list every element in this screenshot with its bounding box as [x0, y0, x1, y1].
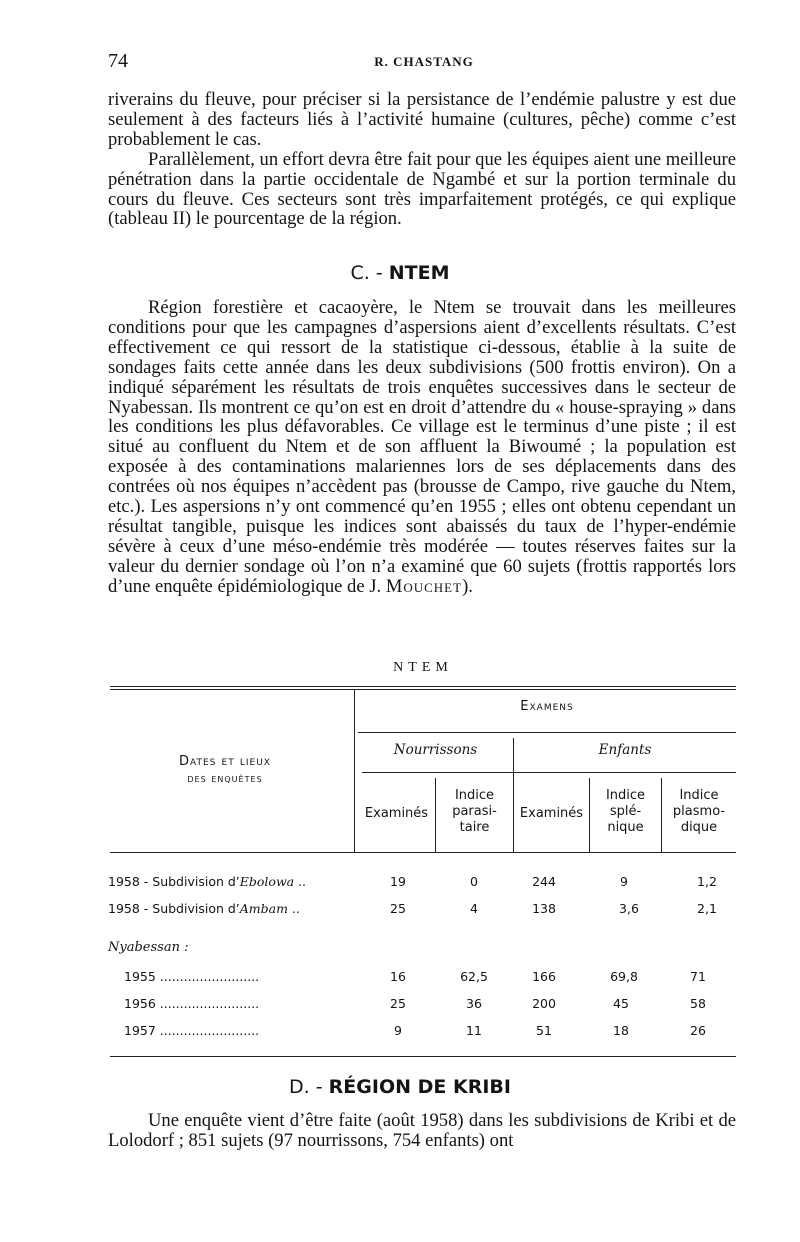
row-label-dots: .. [294, 874, 307, 889]
table-top-rule [110, 686, 736, 687]
table-cell: 1,2 [697, 874, 717, 889]
col-header-line: splé- [609, 804, 642, 819]
header-dates [110, 754, 340, 787]
col-header-line: parasi- [452, 804, 497, 819]
table-cell: 45 [613, 996, 629, 1011]
table-cell: 200 [532, 996, 556, 1011]
table-row-label [124, 969, 259, 984]
header-enfants: Enfants [598, 742, 652, 758]
table-row-label [124, 996, 259, 1011]
table-bottom-rule [110, 1056, 736, 1057]
table-cell: 16 [390, 969, 406, 984]
running-head: R. CHASTANG [374, 54, 474, 69]
page-number: 74 [108, 50, 128, 72]
table-cell: 18 [613, 1023, 629, 1038]
table-cell: 62,5 [460, 969, 488, 984]
table-divider [362, 772, 736, 773]
header-examens [358, 699, 736, 715]
table-cell: 0 [470, 874, 478, 889]
paragraph [108, 298, 736, 597]
table-top-rule [110, 689, 736, 690]
table-cell: 26 [690, 1023, 706, 1038]
col-header-line: nique [607, 820, 644, 835]
col-header-examines-e: Examinés [519, 806, 584, 821]
header-nourrissons: Nourrissons [393, 742, 478, 758]
paragraph-tail: ). [462, 575, 473, 597]
table-cell: 25 [390, 901, 406, 916]
page-header [108, 50, 740, 74]
row-label-dots: ......................... [155, 996, 260, 1011]
header-examens-label: Examens [520, 699, 574, 714]
section-prefix: D. - [289, 1076, 323, 1098]
row-year: 1957 [124, 1023, 156, 1038]
table-cell: 244 [532, 874, 556, 889]
row-label-prefix: 1958 - Subdivision d’ [108, 901, 240, 916]
col-header-line: Indice [605, 788, 646, 803]
table-cell: 36 [466, 996, 482, 1011]
table-divider [354, 690, 355, 852]
col-header-line: plasmo- [672, 804, 726, 819]
author-name: Mouchet [385, 575, 463, 597]
header-dates-line: Dates et lieux [179, 754, 271, 769]
section-heading-d [0, 1076, 800, 1098]
table-row-label [124, 1023, 259, 1038]
row-year: 1955 [124, 969, 156, 984]
row-label-prefix: 1958 - Subdivision d’ [108, 874, 240, 889]
table-caption: NTEM [393, 660, 453, 675]
table-cell: 138 [532, 901, 556, 916]
table-cell: 25 [390, 996, 406, 1011]
paragraph: Parallèlement, un effort devra être fait pour que les équipes aient une meilleure pénétration dans la partie occidentale de Ngambé et sur la portion terminale du cours du fleuve. Ces secteurs sont très imparfaitement protégés, ce qui explique (tableau II) le pourcentage de la région. [108, 148, 736, 230]
table-header-rule [110, 852, 736, 853]
col-header-indice-splenique [590, 788, 661, 836]
col-header-examines-n: Examinés [364, 806, 429, 821]
paragraph: riverains du fleuve, pour préciser si la persistance de l’endémie palustre y est due seulement à des facteurs liés à l’activité humaine (cultures, pêche) comme c’est probablement le cas. [108, 89, 736, 150]
table-cell: 51 [536, 1023, 552, 1038]
paragraph-main: Région forestière et cacaoyère, le Ntem se trouvait dans les meilleures conditions pour que les campagnes d’aspersions aient d’excellents résultats. C’est effectivement ce qui ressort de la statistique ci-dessous, établie à la suite de sondages faits cette année dans les deux subdivisions (500 frottis environ). On a indiqué séparément les résultats de trois enquêtes successives dans le secteur de Nyabessan. Ils montrent ce qu’on est en droit d’attendre du « house-spraying » dans les conditions les plus défavorables. Ce village est le terminus d’une piste ; il est situé au confluent du Ntem et de son affluent la Biwoumé ; la population est exposée à des contaminations malariennes lors de ses déplacements dans des contrées où nos équipes n’accèdent pas (brousse de Campo, rive gauche du Ntem, etc.). Les aspersions n’y ont commencé qu’en 1955 ; elles ont obtenu cependant un résultat tangible, puisque les indices sont abaissés du taux de l’hyper-endémie sévère à ceux d’une méso-endémie très modérée — toutes réserves faites sur la valeur du dernier sondage où l’on n’a examiné que 60 sujets (frottis rapportés lors d’une enquête épidémiologique de J. [108, 297, 736, 597]
table-divider [358, 732, 736, 733]
body-text-ntem [108, 298, 736, 597]
table-row-label [108, 901, 300, 916]
table-subgroup-label: Nyabessan : [108, 940, 189, 955]
col-header-line: Indice [454, 788, 495, 803]
table-cell: 9 [620, 874, 628, 889]
col-header-line: taire [459, 820, 490, 835]
table-cell: 4 [470, 901, 478, 916]
table-cell: 9 [394, 1023, 402, 1038]
table-cell: 2,1 [697, 901, 717, 916]
table-cell: 19 [390, 874, 406, 889]
row-label-place: Ebolowa [239, 874, 295, 889]
col-header-line: dique [680, 820, 718, 835]
paragraph: Une enquête vient d’être faite (août 1958) dans les subdivisions de Kribi et de Lolodorf ; 851 sujets (97 nourrissons, 754 enfants) ont [108, 1110, 736, 1151]
row-label-dots: .. [287, 901, 300, 916]
table-cell: 166 [532, 969, 556, 984]
section-heading-c [0, 262, 800, 284]
body-text-kribi [108, 1111, 736, 1151]
section-prefix: C. - [350, 262, 383, 284]
body-text-top [108, 90, 736, 229]
col-header-indice-parasitaire [436, 788, 513, 836]
row-label-dots: ......................... [155, 969, 260, 984]
row-label-place: Ambam [239, 901, 288, 916]
header-dates-line: des enquêtes [187, 771, 263, 785]
row-year: 1956 [124, 996, 156, 1011]
col-header-indice-plasmodique [662, 788, 736, 836]
table-cell: 58 [690, 996, 706, 1011]
section-title: NTEM [388, 262, 450, 284]
table-cell: 3,6 [619, 901, 639, 916]
col-header-line: Indice [679, 788, 719, 803]
table-cell: 69,8 [610, 969, 638, 984]
section-title: RÉGION DE KRIBI [328, 1076, 511, 1098]
row-label-dots: ......................... [155, 1023, 260, 1038]
table-cell: 11 [466, 1023, 482, 1038]
table-cell: 71 [690, 969, 706, 984]
table-row-label [108, 874, 306, 889]
